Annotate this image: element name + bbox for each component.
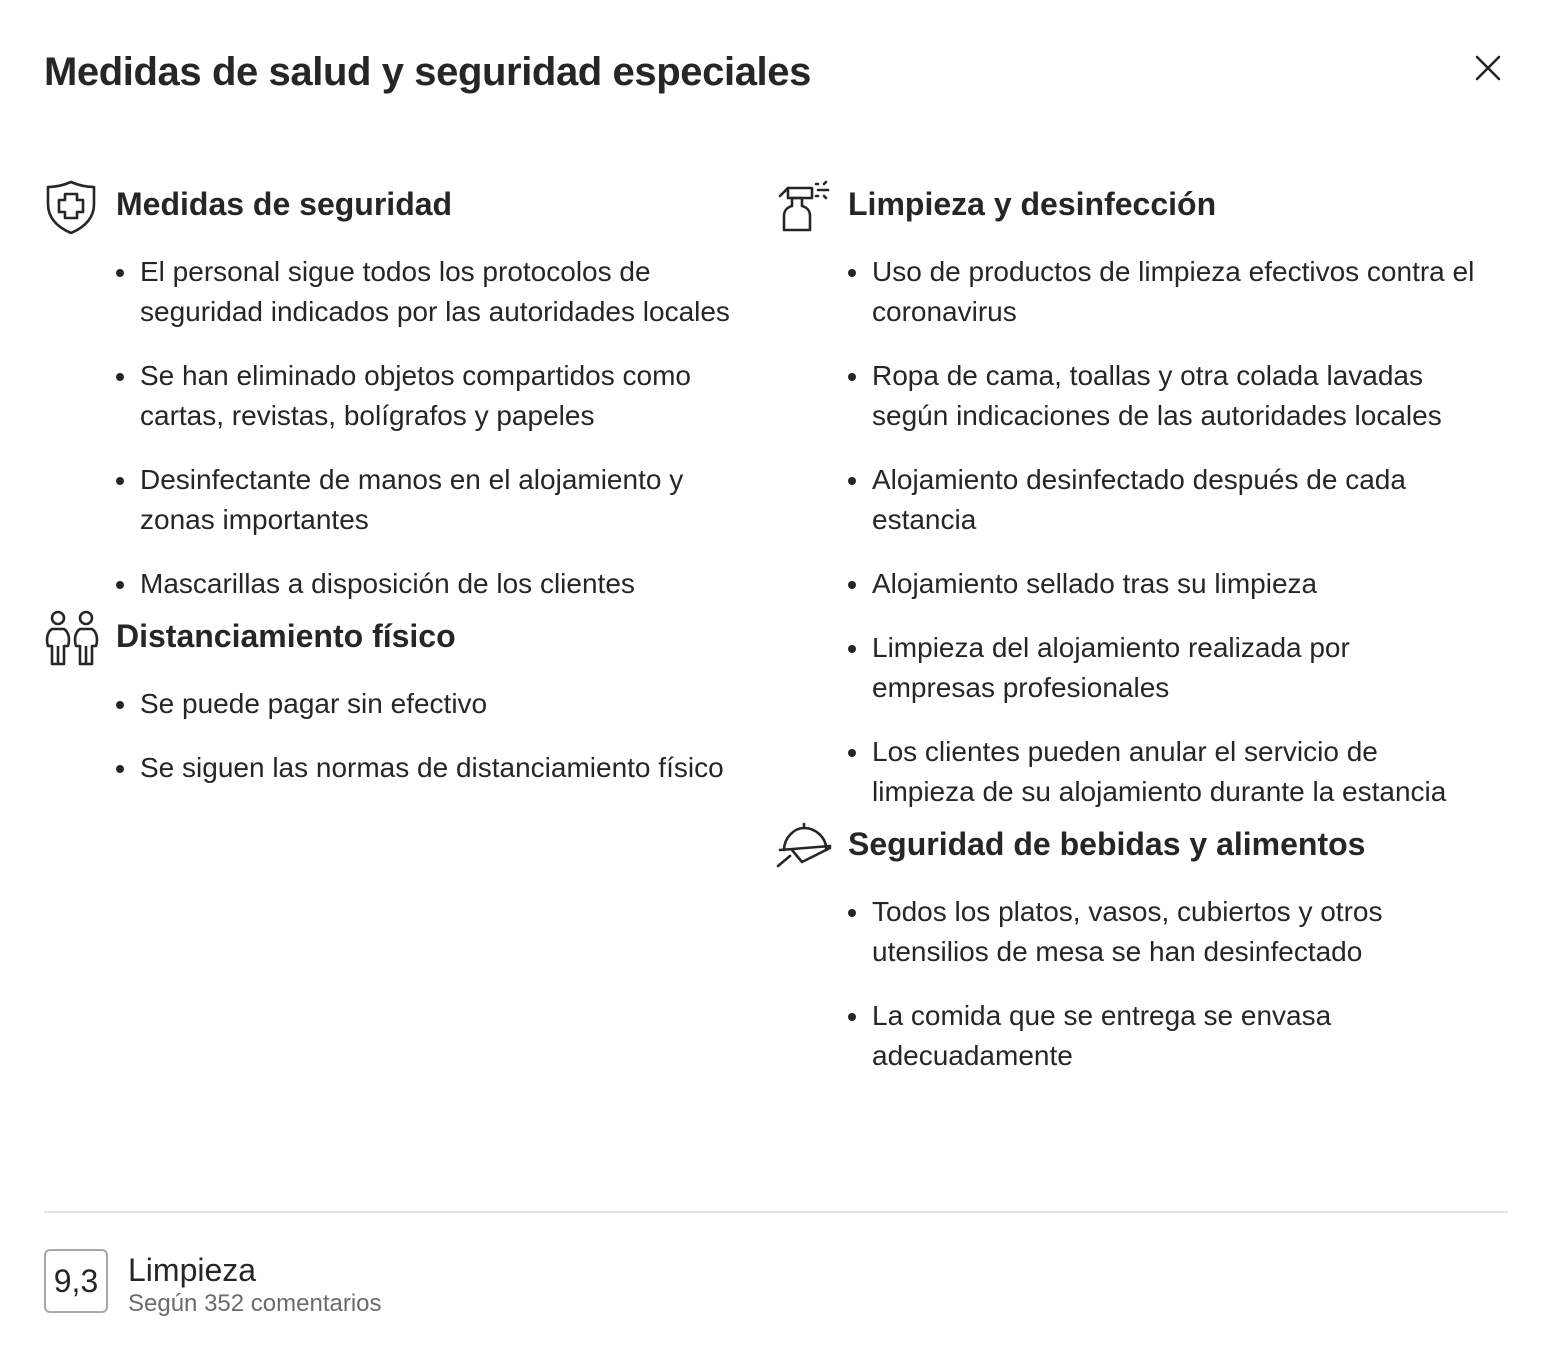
section-physical-distancing (44, 604, 744, 788)
section-safety-measures (44, 172, 744, 604)
close-button[interactable] (1466, 46, 1510, 90)
list-item: Alojamiento sellado tras su limpieza (872, 564, 1476, 604)
section-cleaning-disinfection (776, 172, 1476, 812)
measures-list (44, 684, 744, 788)
measures-list (44, 252, 744, 604)
list-item: Ropa de cama, toallas y otra colada lavadas según indicaciones de las autoridades locales (872, 356, 1476, 436)
score-subtitle: Según 352 comentarios (128, 1290, 382, 1317)
people-distance-icon (44, 610, 100, 666)
section-title: Seguridad de bebidas y alimentos (848, 826, 1366, 862)
list-item: Se han eliminado objetos compartidos como cartas, revistas, bolígrafos y papeles (140, 356, 744, 436)
list-item: La comida que se entrega se envasa adecuadamente (872, 996, 1476, 1076)
list-item: Mascarillas a disposición de los clientes (140, 564, 744, 604)
divider (44, 1211, 1508, 1213)
close-icon (1466, 46, 1510, 90)
measures-list (776, 892, 1476, 1076)
list-item: Los clientes pueden anular el servicio de limpieza de su alojamiento durante la estancia (872, 732, 1476, 812)
list-item: Desinfectante de manos en el alojamiento y zonas importantes (140, 460, 744, 540)
spray-bottle-icon (776, 178, 832, 234)
section-title: Medidas de seguridad (116, 186, 453, 222)
score-label: Limpieza (128, 1252, 257, 1288)
list-item: Se puede pagar sin efectivo (140, 684, 744, 724)
list-item: Uso de productos de limpieza efectivos contra el coronavirus (872, 252, 1476, 332)
list-item: Se siguen las normas de distanciamiento físico (140, 748, 744, 788)
list-item: El personal sigue todos los protocolos de seguridad indicados por las autoridades locales (140, 252, 744, 332)
right-column (776, 172, 1476, 1100)
modal-title: Medidas de salud y seguridad especiales (44, 50, 811, 94)
list-item: Alojamiento desinfectado después de cada estancia (872, 460, 1476, 540)
section-title: Limpieza y desinfección (848, 186, 1217, 222)
list-item: Todos los platos, vasos, cubiertos y otros utensilios de mesa se han desinfectado (872, 892, 1476, 972)
left-column (44, 172, 744, 812)
food-cloche-icon (776, 818, 832, 874)
score-badge: 9,3 (44, 1249, 108, 1313)
list-item: Limpieza del alojamiento realizada por empresas profesionales (872, 628, 1476, 708)
measures-list (776, 252, 1476, 812)
shield-plus-icon (44, 178, 100, 234)
section-title: Distanciamiento físico (116, 618, 456, 654)
section-food-safety (776, 812, 1476, 1076)
